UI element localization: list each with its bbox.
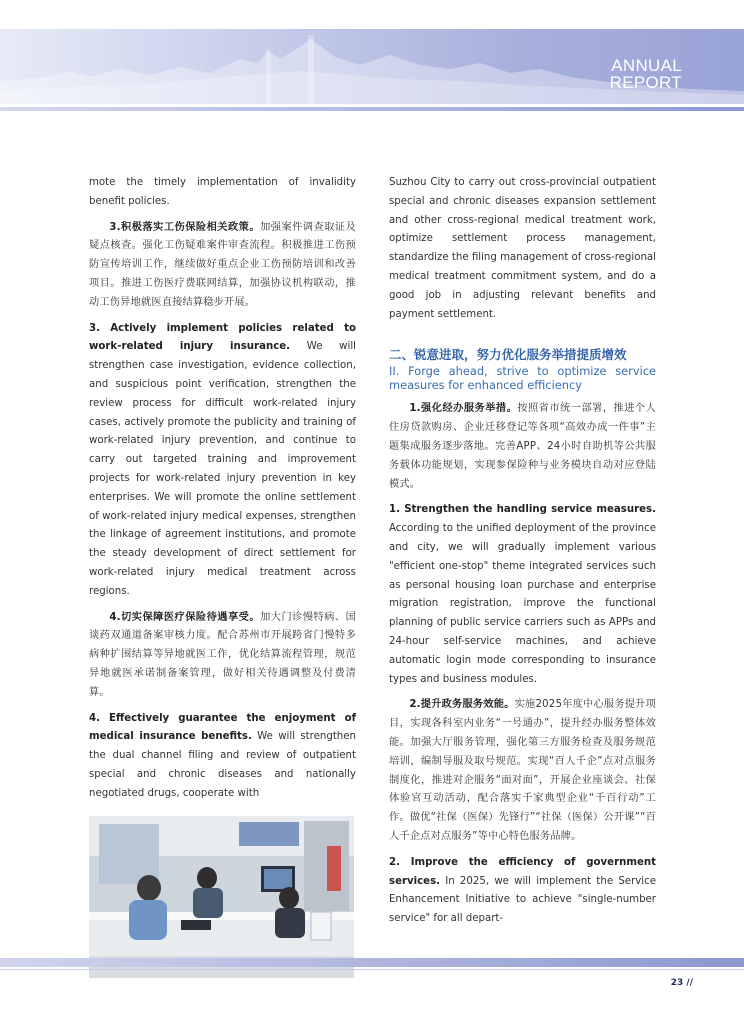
paragraph: mote the timely implementation of invalidity benefit policies. bbox=[89, 177, 356, 207]
paragraph-en bbox=[89, 320, 356, 602]
section-title-cn: 二、锐意进取，努力优化服务举措提质增效 bbox=[389, 347, 627, 363]
paragraph-body: We will strengthen case investigation, evidence collection, and suspicious point verification, strengthen the review process for difficult work-related injury cases, actively promote the publicity and training of work-related injury prevention, and continue to carry out targeted training and improvement projects for work-related injury prevention in key enterprises. We will promote the online settlement of work-related injury medical expenses, strengthen the linkage of agreement institutions, and promote the steady development of direct settlement for work-related injury medical treatment across regions. bbox=[89, 341, 357, 597]
paragraph-en bbox=[389, 854, 656, 929]
header-divider bbox=[0, 107, 744, 111]
service-hall-photo bbox=[89, 816, 354, 978]
paragraph-body: 加大门诊慢特病、国谈药双通道备案审核力度。配合苏州市开展跨省门慢特多病种扩围结算等异地就医工作，优化结算流程管理，规范异地就医承诺制备案管理，做好相关待遇调整及付费清算。 bbox=[89, 611, 356, 698]
page-number: 23 // bbox=[670, 978, 693, 988]
paragraph-body: According to the unified deployment of the province and city, we will gradually implement various "efficient one-stop" theme integrated services such as personal housing loan purchase and enterprise migration registration, improve the functional planning of public service carriers such as APPs and 24-hour self-service machines, and achieve automatic login mode corresponding to insurance types and business modules. bbox=[389, 523, 656, 685]
left-column bbox=[89, 174, 356, 978]
paragraph-en bbox=[389, 501, 656, 689]
paragraph-body: In 2025, we will implement the Service Enhancement Initiative to achieve "single-number service" for all depart- bbox=[389, 875, 656, 925]
report-title-line2: REPORT bbox=[609, 73, 682, 92]
paragraph-heading: 3. Actively implement policies related to work-related injury insurance. bbox=[89, 322, 356, 353]
paragraph-body: 加强案件调查取证及疑点核查。强化工伤疑难案件审查流程。积极推进工伤预防宣传培训工作，继续做好重点企业工伤预防培训和改善项目。推进工伤医疗费联网结算，加强协议机构联动，推动工伤异地就医直接结算稳步开展。 bbox=[89, 221, 356, 308]
paragraph-heading: 1.强化经办服务举措。 bbox=[409, 403, 518, 415]
paragraph-cn bbox=[89, 219, 356, 313]
paragraph-heading: 4.切实保障医疗保险待遇享受。 bbox=[109, 611, 261, 623]
right-column bbox=[389, 174, 656, 936]
footer-band bbox=[0, 958, 744, 967]
paragraph-body: We will strengthen the dual channel filing and review of outpatient special and chronic diseases and nationally negotiated drugs, cooperate with bbox=[89, 731, 356, 799]
paragraph-cn bbox=[389, 400, 656, 494]
service-hall-illustration bbox=[89, 816, 354, 978]
paragraph-cn bbox=[89, 609, 356, 703]
section-title-en: II. Forge ahead, strive to optimize service measures for enhanced efficiency bbox=[389, 364, 656, 393]
paragraph-heading: 2.提升政务服务效能。 bbox=[409, 699, 515, 711]
report-title-line1: ANNUAL bbox=[611, 56, 682, 75]
paragraph-heading: 2. Improve the efficiency of government services. bbox=[389, 856, 656, 887]
paragraph-heading: 1. Strengthen the handling service measures. bbox=[389, 504, 656, 516]
paragraph-en bbox=[89, 710, 356, 804]
section-heading bbox=[389, 346, 656, 392]
paragraph-body: 实施2025年度中心服务提升项目，实现各科室内业务“一号通办”，提升经办服务整体效能。加强大厅服务管理，强化第三方服务检查及服务规范培训，编制导服及取号规范。实现“百人千企”点对点服务制度化，推进对企服务“面对面”，开展企业座谈会、社保体验官互动活动，配合落实千家典型企业“千百行动”工作。做优“社保（医保）先锋行”“社保（医保）公开课”“百人千企点对点服务”等中心特色服务品牌。 bbox=[389, 699, 656, 842]
paragraph-body: 按照省市统一部署，推进个人住房贷款购房、企业迁移登记等各项“高效办成一件事”主题集成服务逐步落地。完善APP、24小时自助机等公共服务载体功能规划，实现参保险种与业务模块自动对应登陆模式。 bbox=[389, 403, 656, 490]
report-title bbox=[562, 57, 682, 91]
footer-divider bbox=[0, 969, 744, 970]
paragraph-en: Suzhou City to carry out cross-provincial outpatient special and chronic diseases expansion settlement and other cross-regional medical treatment work, optimize settlement process management, standardize the filing management of cross-regional medical treatment commitment system, and do a good job in adjusting relevant benefits and payment settlement. bbox=[389, 177, 656, 320]
paragraph-heading: 3.积极落实工伤保险相关政策。 bbox=[109, 221, 261, 233]
paragraph-heading: 4. Effectively guarantee the enjoyment of medical insurance benefits. bbox=[89, 712, 356, 743]
paragraph-cn bbox=[389, 696, 656, 846]
